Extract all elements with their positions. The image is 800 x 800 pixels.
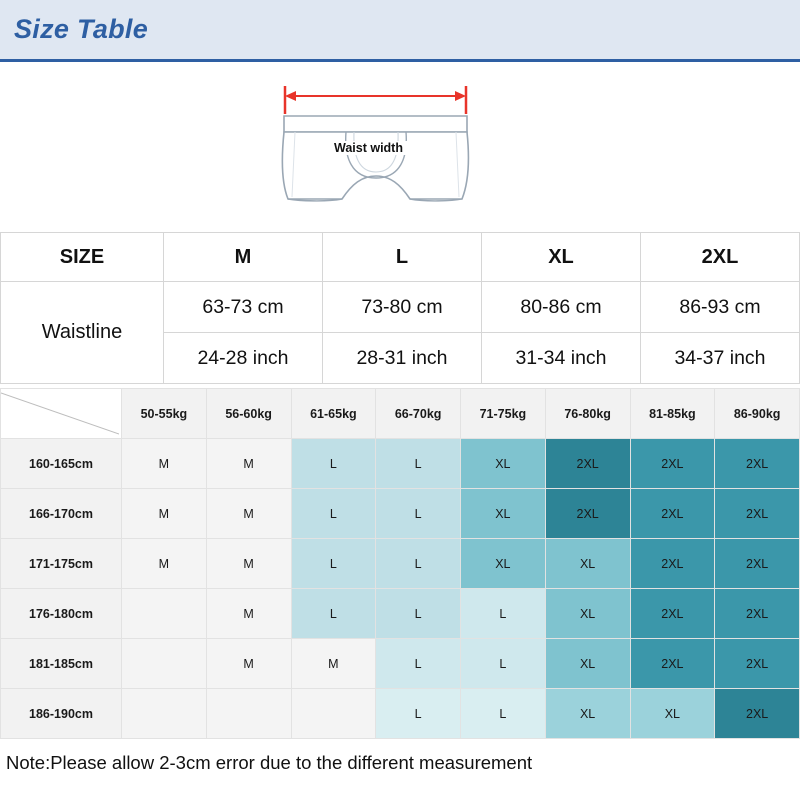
matrix-header-row: [1, 389, 800, 439]
matrix-cell-0-7: 2XL: [715, 439, 800, 489]
matrix-cell-1-7: 2XL: [715, 489, 800, 539]
matrix-cell-3-1: M: [206, 589, 291, 639]
matrix-cell-1-2: L: [291, 489, 376, 539]
matrix-row-header-0: 160-165cm: [1, 439, 122, 489]
matrix-cell-1-5: 2XL: [545, 489, 630, 539]
matrix-row: [1, 439, 800, 489]
matrix-cell-4-4: L: [461, 639, 546, 689]
matrix-cell-1-6: 2XL: [630, 489, 715, 539]
matrix-cell-0-0: M: [122, 439, 207, 489]
matrix-col-header-3: 66-70kg: [376, 389, 461, 439]
table-row: [1, 282, 800, 333]
matrix-row-header-1: 166-170cm: [1, 489, 122, 539]
cell-waist-cm-2xl: 86-93 cm: [641, 282, 800, 333]
matrix-cell-2-3: L: [376, 539, 461, 589]
matrix-row: [1, 539, 800, 589]
col-header-xl: XL: [482, 233, 641, 282]
col-header-size: SIZE: [1, 233, 164, 282]
measurement-note: Note:Please allow 2-3cm error due to the different measurement: [6, 752, 533, 773]
matrix-cell-3-2: L: [291, 589, 376, 639]
matrix-cell-5-4: L: [461, 689, 546, 739]
matrix-cell-2-2: L: [291, 539, 376, 589]
product-diagram: [0, 62, 800, 232]
waistline-size-table: [0, 232, 800, 384]
matrix-col-header-6: 81-85kg: [630, 389, 715, 439]
cell-waist-inch-l: 28-31 inch: [323, 333, 482, 384]
height-weight-matrix: [0, 388, 800, 739]
matrix-col-header-1: 56-60kg: [206, 389, 291, 439]
matrix-cell-0-1: M: [206, 439, 291, 489]
col-header-m: M: [164, 233, 323, 282]
matrix-cell-3-5: XL: [545, 589, 630, 639]
waist-width-label: Waist width: [330, 141, 407, 155]
matrix-cell-4-7: 2XL: [715, 639, 800, 689]
matrix-row-header-4: 181-185cm: [1, 639, 122, 689]
matrix-cell-3-3: L: [376, 589, 461, 639]
matrix-row: [1, 639, 800, 689]
matrix-cell-5-0: [122, 689, 207, 739]
matrix-cell-1-1: M: [206, 489, 291, 539]
cell-waist-cm-xl: 80-86 cm: [482, 282, 641, 333]
matrix-cell-4-1: M: [206, 639, 291, 689]
matrix-cell-4-3: L: [376, 639, 461, 689]
matrix-cell-1-0: M: [122, 489, 207, 539]
matrix-cell-2-6: 2XL: [630, 539, 715, 589]
page-title: Size Table: [14, 14, 149, 44]
col-header-l: L: [323, 233, 482, 282]
matrix-cell-3-0: [122, 589, 207, 639]
matrix-cell-0-4: XL: [461, 439, 546, 489]
matrix-cell-5-5: XL: [545, 689, 630, 739]
matrix-cell-3-6: 2XL: [630, 589, 715, 639]
matrix-row-header-3: 176-180cm: [1, 589, 122, 639]
matrix-col-header-2: 61-65kg: [291, 389, 376, 439]
matrix-cell-2-7: 2XL: [715, 539, 800, 589]
matrix-corner-cell: [1, 389, 122, 439]
matrix-row: [1, 489, 800, 539]
matrix-cell-4-0: [122, 639, 207, 689]
cell-waist-cm-l: 73-80 cm: [323, 282, 482, 333]
matrix-cell-5-1: [206, 689, 291, 739]
cell-waist-inch-2xl: 34-37 inch: [641, 333, 800, 384]
matrix-cell-4-6: 2XL: [630, 639, 715, 689]
cell-waist-inch-xl: 31-34 inch: [482, 333, 641, 384]
matrix-cell-0-3: L: [376, 439, 461, 489]
matrix-cell-4-5: XL: [545, 639, 630, 689]
matrix-cell-2-1: M: [206, 539, 291, 589]
matrix-cell-1-3: L: [376, 489, 461, 539]
matrix-cell-5-2: [291, 689, 376, 739]
matrix-col-header-7: 86-90kg: [715, 389, 800, 439]
matrix-cell-4-2: M: [291, 639, 376, 689]
matrix-cell-3-7: 2XL: [715, 589, 800, 639]
matrix-row: [1, 689, 800, 739]
matrix-cell-1-4: XL: [461, 489, 546, 539]
matrix-cell-5-7: 2XL: [715, 689, 800, 739]
matrix-row: [1, 589, 800, 639]
cell-waist-cm-m: 63-73 cm: [164, 282, 323, 333]
cell-waist-inch-m: 24-28 inch: [164, 333, 323, 384]
matrix-cell-2-0: M: [122, 539, 207, 589]
matrix-cell-0-5: 2XL: [545, 439, 630, 489]
table-row-header: [1, 233, 800, 282]
col-header-2xl: 2XL: [641, 233, 800, 282]
matrix-col-header-4: 71-75kg: [461, 389, 546, 439]
matrix-cell-3-4: L: [461, 589, 546, 639]
matrix-cell-2-5: XL: [545, 539, 630, 589]
page-header: [0, 0, 800, 62]
row-header-waistline: Waistline: [1, 282, 164, 384]
matrix-cell-5-6: XL: [630, 689, 715, 739]
matrix-cell-0-2: L: [291, 439, 376, 489]
matrix-cell-0-6: 2XL: [630, 439, 715, 489]
matrix-cell-2-4: XL: [461, 539, 546, 589]
matrix-cell-5-3: L: [376, 689, 461, 739]
matrix-col-header-0: 50-55kg: [122, 389, 207, 439]
matrix-row-header-5: 186-190cm: [1, 689, 122, 739]
matrix-row-header-2: 171-175cm: [1, 539, 122, 589]
matrix-col-header-5: 76-80kg: [545, 389, 630, 439]
